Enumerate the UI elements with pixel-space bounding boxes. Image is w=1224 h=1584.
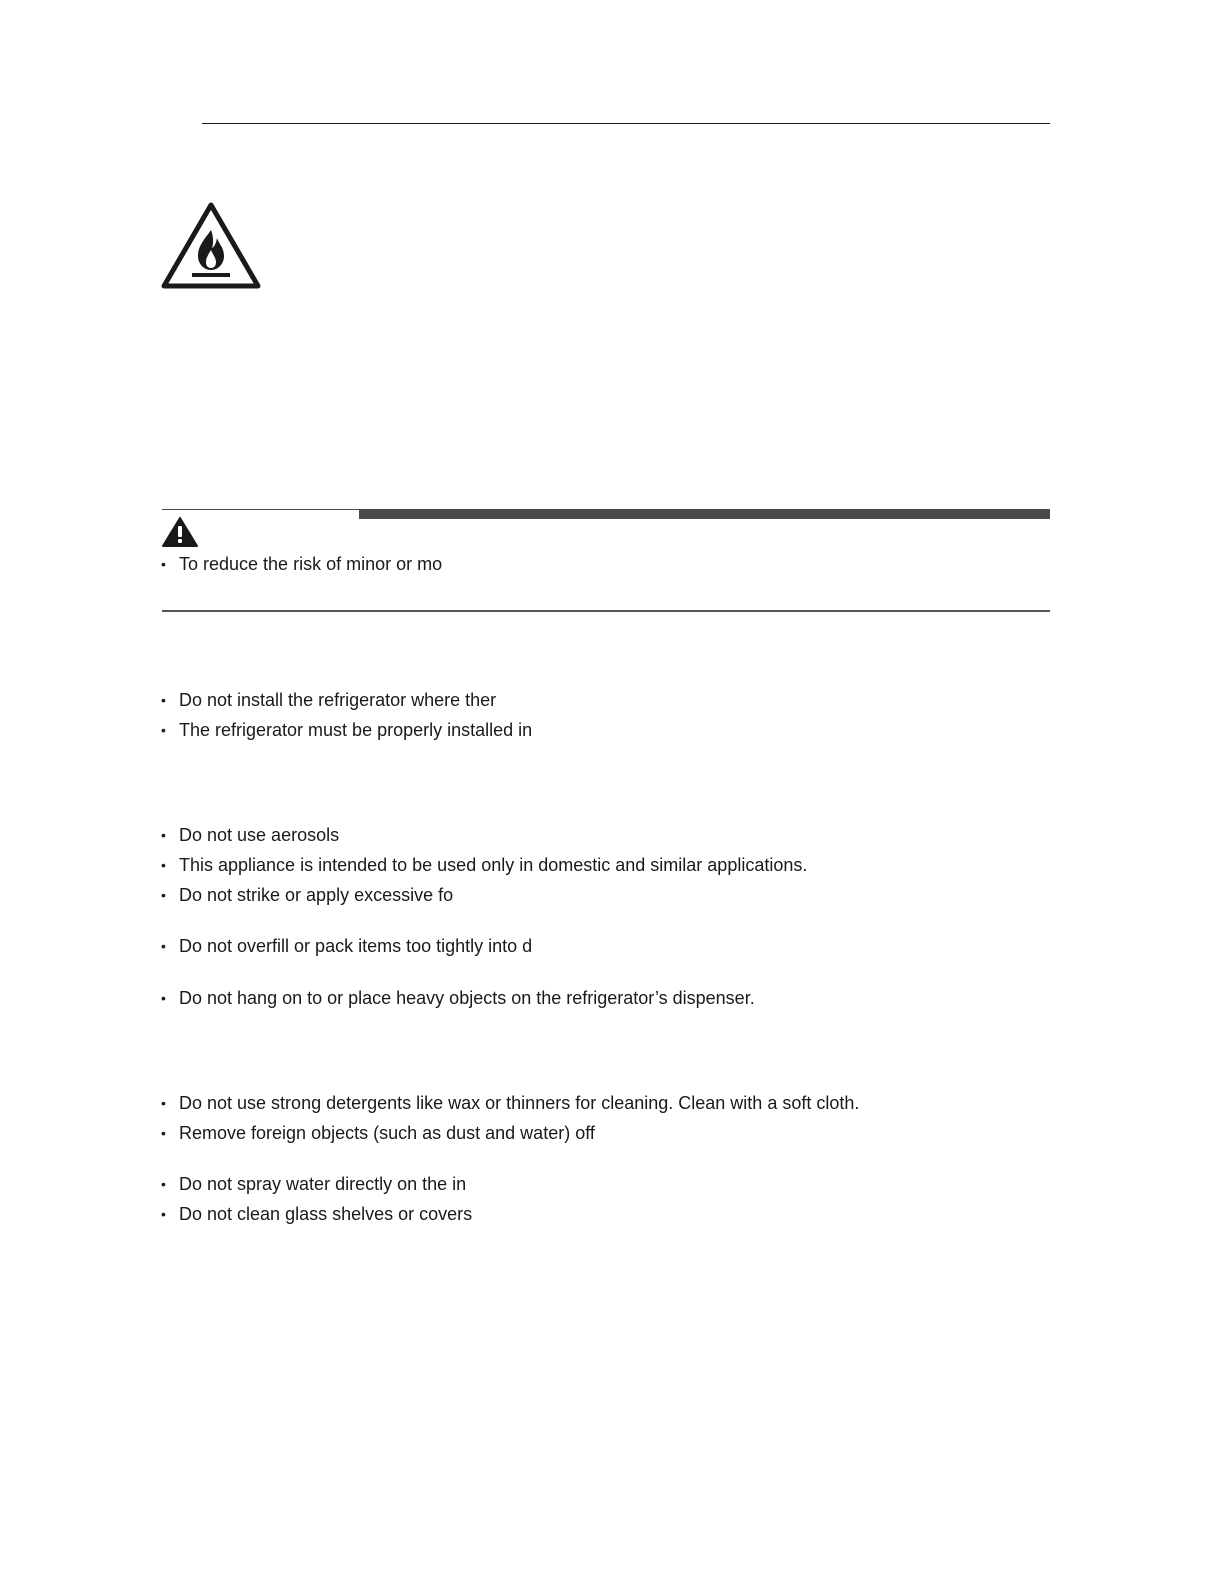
flammable-warning-icon [160, 200, 262, 290]
bullet-marker: • [161, 1176, 166, 1192]
header-rule [202, 123, 1050, 124]
list-item [161, 1091, 859, 1115]
list-item [161, 823, 339, 847]
operation-text: Do not use aerosols [179, 825, 340, 845]
list-item [161, 934, 532, 958]
bullet-marker: • [161, 938, 166, 954]
bullet-marker: • [161, 692, 166, 708]
list-item [161, 552, 442, 576]
bullet-marker: • [161, 990, 166, 1006]
list-item [161, 853, 807, 877]
bullet-marker: • [161, 827, 166, 843]
list-item [161, 718, 532, 742]
bullet-marker: • [161, 887, 166, 903]
installation-text: The refrigerator must be properly installed in [179, 720, 533, 740]
list-item [161, 1202, 472, 1226]
bullet-marker: • [161, 857, 166, 873]
installation-text: Do not install the refrigerator where ther [179, 690, 497, 710]
caution-icon [161, 516, 199, 548]
maintenance-text: Do not spray water directly on the in [179, 1174, 467, 1194]
operation-text: Do not strike or apply excessive fo [179, 885, 454, 905]
caution-text: To reduce the risk of minor or mo [179, 554, 443, 574]
list-item [161, 688, 496, 712]
bullet-marker: • [161, 1095, 166, 1111]
operation-text: This appliance is intended to be used only in domestic and similar applications. [179, 855, 808, 875]
maintenance-text: Do not use strong detergents like wax or thinners for cleaning. Clean with a soft cloth. [179, 1093, 860, 1113]
operation-text: Do not overfill or pack items too tightly into d [179, 936, 533, 956]
caution-box-top-border [162, 509, 1050, 520]
maintenance-text: Do not clean glass shelves or covers [179, 1204, 473, 1224]
bullet-marker: • [161, 1125, 166, 1141]
caution-box-bottom-border [162, 610, 1050, 612]
list-item [161, 883, 453, 907]
list-item [161, 1121, 595, 1145]
bullet-marker: • [161, 722, 166, 738]
maintenance-text: Remove foreign objects (such as dust and water) off [179, 1123, 595, 1143]
bullet-marker: • [161, 556, 166, 572]
list-item [161, 1172, 466, 1196]
bullet-marker: • [161, 1206, 166, 1222]
operation-text: Do not hang on to or place heavy objects on the refrigerator’s dispenser. [179, 988, 755, 1008]
list-item [161, 986, 755, 1010]
